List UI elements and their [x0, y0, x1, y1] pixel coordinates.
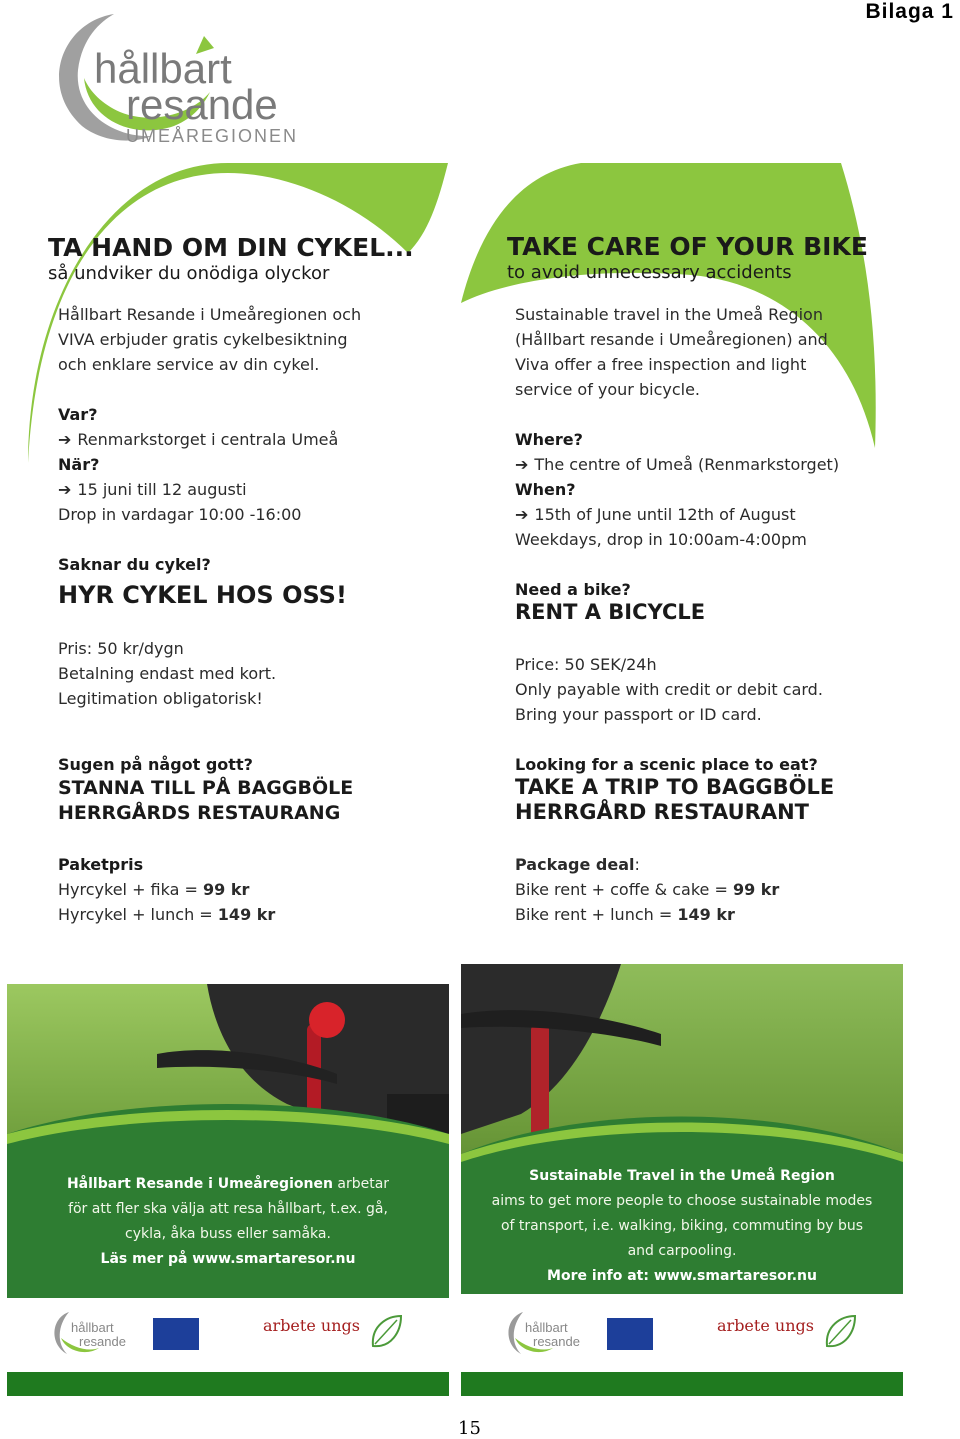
package-item-2: Bike rent + lunch = 149 kr [515, 905, 735, 924]
flyer-subtitle: to avoid unnecessary accidents [507, 262, 792, 283]
drop-in-hours: Weekdays, drop in 10:00am-4:00pm [515, 530, 807, 549]
svg-text:hållbart: hållbart [525, 1320, 568, 1335]
svg-text:resande: resande [533, 1334, 580, 1349]
when-label: When? [515, 480, 576, 499]
need-bike-question: Need a bike? [515, 580, 631, 599]
food-title: STANNA TILL PÅ BAGGBÖLE HERRGÅRDS RESTAURANG [58, 777, 354, 824]
where-label: Where? [515, 430, 583, 449]
photo-card-english [461, 964, 903, 1396]
package-label: Paketpris [58, 855, 144, 874]
package-label: Package deal: [515, 855, 640, 874]
svg-text:hållbart: hållbart [71, 1320, 114, 1335]
card-text: Sustainable Travel in the Umeå Region aims to get more people to choose sustainable modes of transport, i.e. walking, biking, commuting by bus and carpooling. More info at: www.smartaresor.nu [491, 1168, 873, 1284]
logo-word-resande: resande [126, 81, 278, 128]
flyer-swedish [28, 163, 448, 943]
hallbart-resande-small-logo [49, 1308, 139, 1358]
flyer-intro: Sustainable travel in the Umeå Region (Hållbart resande i Umeåregionen) and Viva offer a free inspection and light service of your bicycle. [515, 305, 828, 399]
rent-bike-heading: HYR CYKEL HOS OSS! [58, 581, 347, 609]
package-item-2: Hyrcykel + lunch = 149 kr [58, 905, 276, 924]
rent-bike-heading: RENT A BICYCLE [515, 600, 706, 624]
drop-in-hours: Drop in vardagar 10:00 -16:00 [58, 505, 302, 524]
hallbart-resande-small-logo [503, 1308, 593, 1358]
photo-card-swedish [7, 984, 449, 1396]
package-item-1: Bike rent + coffe & cake = 99 kr [515, 880, 780, 899]
flyer-english [461, 163, 881, 943]
when-value: ➔ 15 juni till 12 augusti [58, 480, 247, 499]
hallbart-resande-logo [44, 8, 324, 146]
green-footer-band [461, 1372, 903, 1396]
flyer-title: TA HAND OM DIN CYKEL... [48, 233, 414, 262]
where-label: Var? [58, 405, 98, 424]
arrow-right-icon: ➔ [515, 505, 529, 524]
leaf-logo-icon [821, 1312, 859, 1352]
arrow-right-icon: ➔ [58, 430, 72, 449]
eu-flag-icon [607, 1318, 653, 1350]
green-footer-band [7, 1372, 449, 1396]
viva-logo: arbete ungs [717, 1316, 814, 1335]
when-value: ➔ 15th of June until 12th of August [515, 505, 796, 524]
food-title: TAKE A TRIP TO BAGGBÖLE HERRGÅRD RESTAURANT [515, 775, 835, 824]
food-question: Looking for a scenic place to eat? [515, 755, 818, 774]
arrow-right-icon: ➔ [515, 455, 529, 474]
page-number: 15 [458, 1418, 481, 1439]
sponsor-logos [461, 1298, 903, 1372]
sponsor-logos [7, 1298, 449, 1372]
price-info: Price: 50 SEK/24h Only payable with credit or debit card. Bring your passport or ID card. [515, 655, 823, 724]
card-text: Hållbart Resande i Umeåregionen arbetar för att fler ska välja att resa hållbart, t.ex. gå, cykla, åka buss eller samåka. Läs mer på www.smartaresor.nu [66, 1176, 390, 1267]
flyer-subtitle: så undviker du onödiga olyckor [48, 263, 330, 284]
need-bike-question: Saknar du cykel? [58, 555, 211, 574]
price-info: Pris: 50 kr/dygn Betalning endast med kort. Legitimation obligatorisk! [58, 639, 277, 708]
logo-word-region: UMEÅREGIONEN [126, 126, 299, 146]
arrow-right-icon: ➔ [58, 480, 72, 499]
leaf-logo-icon [367, 1312, 405, 1352]
svg-text:resande: resande [79, 1334, 126, 1349]
eu-flag-icon [153, 1318, 199, 1350]
logo-word-hallbart: hållbart [94, 45, 232, 92]
flyer-title: TAKE CARE OF YOUR BIKE [507, 232, 868, 261]
food-question: Sugen på något gott? [58, 755, 253, 774]
appendix-label: Bilaga 1 [865, 0, 954, 23]
viva-logo: arbete ungs [263, 1316, 360, 1335]
flyer-intro: Hållbart Resande i Umeåregionen och VIVA erbjuder gratis cykelbesiktning och enklare service av din cykel. [58, 305, 362, 374]
where-value: ➔ The centre of Umeå (Renmarkstorget) [515, 455, 840, 474]
when-label: När? [58, 455, 100, 474]
package-item-1: Hyrcykel + fika = 99 kr [58, 880, 250, 899]
where-value: ➔ Renmarkstorget i centrala Umeå [58, 430, 339, 449]
